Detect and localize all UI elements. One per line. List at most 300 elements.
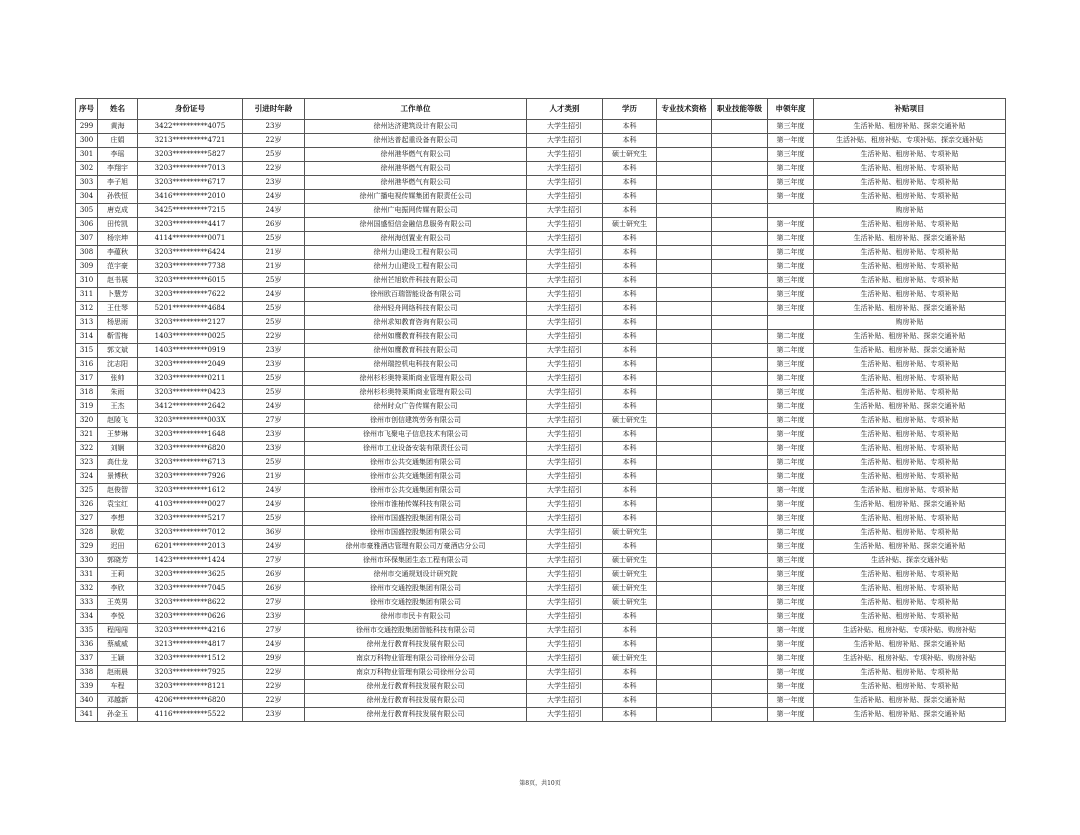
table-cell: 硕士研究生: [603, 596, 657, 610]
table-cell: 第二年度: [768, 596, 814, 610]
table-row: [76, 386, 1006, 400]
table-cell: 3203**********0626: [138, 610, 243, 624]
table-cell: 23岁: [243, 344, 305, 358]
table-cell: 生活补贴、租房补贴、探亲交通补贴: [814, 302, 1006, 316]
table-cell: 大学生招引: [527, 176, 603, 190]
table-cell: 生活补贴、租房补贴、专项补贴: [814, 526, 1006, 540]
table-cell: 本科: [603, 400, 657, 414]
table-cell: 3203**********3625: [138, 568, 243, 582]
table-cell: 本科: [603, 666, 657, 680]
table-row: [76, 246, 1006, 260]
table-cell: [712, 372, 768, 386]
table-row: [76, 148, 1006, 162]
table-cell: 生活补贴、租房补贴、专项补贴: [814, 470, 1006, 484]
table-cell: [657, 610, 712, 624]
table-cell: [712, 302, 768, 316]
table-cell: [657, 134, 712, 148]
table-cell: 3203**********0423: [138, 386, 243, 400]
table-cell: 4116**********5522: [138, 708, 243, 722]
table-cell: 徐州力山建设工程有限公司: [305, 260, 527, 274]
table-cell: 3425**********7215: [138, 204, 243, 218]
table-cell: 3412**********2642: [138, 400, 243, 414]
table-cell: 生活补贴、租房补贴、专项补贴: [814, 246, 1006, 260]
table-cell: [657, 232, 712, 246]
table-cell: 321: [76, 428, 98, 442]
table-cell: 生活补贴、租房补贴、专项补贴: [814, 358, 1006, 372]
table-cell: 23岁: [243, 428, 305, 442]
table-cell: 第一年度: [768, 218, 814, 232]
table-cell: 生活补贴、租房补贴、探亲交通补贴: [814, 694, 1006, 708]
table-cell: 大学生招引: [527, 652, 603, 666]
table-cell: 大学生招引: [527, 456, 603, 470]
table-cell: 23岁: [243, 358, 305, 372]
table-cell: 田传凯: [98, 218, 138, 232]
column-header: 序号: [76, 99, 98, 120]
table-cell: 王莉: [98, 568, 138, 582]
table-cell: 生活补贴、租房补贴、专项补贴: [814, 428, 1006, 442]
table-cell: [657, 554, 712, 568]
table-cell: 第一年度: [768, 624, 814, 638]
table-cell: 生活补贴、租房补贴、专项补贴: [814, 260, 1006, 274]
table-cell: 第三年度: [768, 568, 814, 582]
table-cell: [712, 386, 768, 400]
table-cell: [657, 638, 712, 652]
table-row: [76, 554, 1006, 568]
table-row: [76, 428, 1006, 442]
table-cell: 334: [76, 610, 98, 624]
table-row: [76, 610, 1006, 624]
table-cell: [712, 204, 768, 218]
column-header: 工作单位: [305, 99, 527, 120]
table-cell: 3203**********6717: [138, 176, 243, 190]
table-cell: 徐州市公共交通集团有限公司: [305, 456, 527, 470]
table-cell: 徐州港华燃气有限公司: [305, 176, 527, 190]
table-cell: 6201**********2013: [138, 540, 243, 554]
table-cell: 第二年度: [768, 372, 814, 386]
table-cell: 326: [76, 498, 98, 512]
table-cell: 第三年度: [768, 610, 814, 624]
table-cell: 袁宝红: [98, 498, 138, 512]
table-cell: 徐州杉杉奥特莱斯商业管理有限公司: [305, 372, 527, 386]
column-header: 人才类别: [527, 99, 603, 120]
table-cell: 徐州市公共交通集团有限公司: [305, 470, 527, 484]
table-cell: 27岁: [243, 414, 305, 428]
table-cell: [712, 148, 768, 162]
table-cell: 李蕴秋: [98, 246, 138, 260]
table-cell: [712, 120, 768, 134]
table-cell: 徐州市交通规划设计研究院: [305, 568, 527, 582]
table-cell: 本科: [603, 232, 657, 246]
table-cell: 王颖: [98, 652, 138, 666]
table-cell: 第二年度: [768, 456, 814, 470]
table-cell: 第三年度: [768, 512, 814, 526]
table-cell: 340: [76, 694, 98, 708]
table-cell: 第三年度: [768, 554, 814, 568]
table-cell: 耿乾: [98, 526, 138, 540]
table-cell: 李欣: [98, 582, 138, 596]
column-header: 姓名: [98, 99, 138, 120]
table-cell: 本科: [603, 512, 657, 526]
table-cell: 5201**********4684: [138, 302, 243, 316]
table-cell: 306: [76, 218, 98, 232]
table-cell: 生活补贴、租房补贴、探亲交通补贴: [814, 344, 1006, 358]
table-cell: [657, 652, 712, 666]
table-cell: 25岁: [243, 456, 305, 470]
table-cell: 大学生招引: [527, 260, 603, 274]
table-cell: 本科: [603, 624, 657, 638]
table-cell: 大学生招引: [527, 344, 603, 358]
table-cell: 大学生招引: [527, 134, 603, 148]
table-cell: 3203**********7926: [138, 470, 243, 484]
table-cell: 第一年度: [768, 666, 814, 680]
table-cell: 生活补贴、租房补贴、探亲交通补贴: [814, 498, 1006, 512]
table-cell: 23岁: [243, 708, 305, 722]
table-cell: [712, 288, 768, 302]
table-cell: 大学生招引: [527, 120, 603, 134]
table-cell: 孙铁恒: [98, 190, 138, 204]
table-cell: [712, 638, 768, 652]
table-cell: 王梦琳: [98, 428, 138, 442]
table-cell: 大学生招引: [527, 470, 603, 484]
table-cell: 3203**********6713: [138, 456, 243, 470]
table-cell: 刘娴: [98, 442, 138, 456]
table-cell: 生活补贴、租房补贴、专项补贴: [814, 162, 1006, 176]
table-cell: 324: [76, 470, 98, 484]
table-cell: 生活补贴、租房补贴、专项补贴: [814, 456, 1006, 470]
table-cell: [657, 708, 712, 722]
table-cell: 第一年度: [768, 190, 814, 204]
table-cell: 生活补贴、租房补贴、专项补贴: [814, 288, 1006, 302]
table-row: [76, 456, 1006, 470]
table-cell: 大学生招引: [527, 694, 603, 708]
table-cell: [657, 190, 712, 204]
table-cell: [712, 652, 768, 666]
table-cell: 22岁: [243, 680, 305, 694]
table-row: [76, 694, 1006, 708]
table-cell: 338: [76, 666, 98, 680]
table-cell: 大学生招引: [527, 246, 603, 260]
table-cell: 徐州市国盛控股集团有限公司: [305, 526, 527, 540]
table-cell: 本科: [603, 638, 657, 652]
table-cell: 3203**********5827: [138, 148, 243, 162]
table-cell: 徐州龙行教育科技发展有限公司: [305, 680, 527, 694]
table-cell: 305: [76, 204, 98, 218]
table-cell: [712, 610, 768, 624]
table-cell: [712, 680, 768, 694]
table-cell: 310: [76, 274, 98, 288]
table-cell: 本科: [603, 190, 657, 204]
table-row: [76, 512, 1006, 526]
table-cell: 第二年度: [768, 246, 814, 260]
table-cell: 第三年度: [768, 540, 814, 554]
table-cell: 徐州时众广告传媒有限公司: [305, 400, 527, 414]
table-cell: [712, 414, 768, 428]
table-cell: 徐州芒旭软件科技有限公司: [305, 274, 527, 288]
table-cell: 大学生招引: [527, 484, 603, 498]
table-row: [76, 708, 1006, 722]
table-cell: 3213**********4817: [138, 638, 243, 652]
table-cell: 徐州龙行教育科技发展有限公司: [305, 708, 527, 722]
table-cell: 大学生招引: [527, 610, 603, 624]
table-cell: 本科: [603, 274, 657, 288]
table-cell: 赵陵飞: [98, 414, 138, 428]
table-cell: 3203**********1648: [138, 428, 243, 442]
column-header: 职业技能等级: [712, 99, 768, 120]
table-cell: 本科: [603, 162, 657, 176]
table-row: [76, 344, 1006, 358]
table-cell: 高仕龙: [98, 456, 138, 470]
table-cell: 311: [76, 288, 98, 302]
column-header: 学历: [603, 99, 657, 120]
table-cell: [657, 330, 712, 344]
table-cell: 3203**********2049: [138, 358, 243, 372]
table-row: [76, 176, 1006, 190]
table-cell: 第一年度: [768, 442, 814, 456]
table-cell: 27岁: [243, 624, 305, 638]
table-cell: 本科: [603, 498, 657, 512]
table-cell: [712, 596, 768, 610]
table-cell: 第三年度: [768, 176, 814, 190]
table-cell: 徐州市公共交通集团有限公司: [305, 484, 527, 498]
table-cell: 南京万科物业管理有限公司徐州分公司: [305, 652, 527, 666]
table-header-row: [76, 99, 1006, 120]
table-cell: 生活补贴、租房补贴、专项补贴: [814, 680, 1006, 694]
table-cell: 徐州广电振网传媒有限公司: [305, 204, 527, 218]
table-cell: 本科: [603, 708, 657, 722]
column-header: 申领年度: [768, 99, 814, 120]
table-cell: 大学生招引: [527, 596, 603, 610]
table-cell: 336: [76, 638, 98, 652]
table-cell: 硕士研究生: [603, 652, 657, 666]
table-cell: 26岁: [243, 218, 305, 232]
table-cell: 24岁: [243, 498, 305, 512]
table-cell: 325: [76, 484, 98, 498]
table-row: [76, 624, 1006, 638]
table-cell: 徐州市飞聚电子信息技术有限公司: [305, 428, 527, 442]
table-cell: 硕士研究生: [603, 218, 657, 232]
table-cell: 3203**********1612: [138, 484, 243, 498]
table-cell: 26岁: [243, 582, 305, 596]
table-row: [76, 260, 1006, 274]
table-cell: 本科: [603, 540, 657, 554]
table-cell: 3203**********0211: [138, 372, 243, 386]
table-cell: [712, 554, 768, 568]
table-cell: 26岁: [243, 568, 305, 582]
table-cell: 3203**********1512: [138, 652, 243, 666]
table-cell: [712, 666, 768, 680]
table-cell: 307: [76, 232, 98, 246]
table-cell: [657, 148, 712, 162]
table-cell: [657, 218, 712, 232]
table-cell: 徐州市创信建筑劳务有限公司: [305, 414, 527, 428]
table-row: [76, 484, 1006, 498]
table-cell: 车程: [98, 680, 138, 694]
table-cell: 317: [76, 372, 98, 386]
table-cell: 第二年度: [768, 162, 814, 176]
table-cell: 4206**********6820: [138, 694, 243, 708]
table-cell: [657, 176, 712, 190]
table-cell: 徐州轻舟网络科技有限公司: [305, 302, 527, 316]
table-cell: 24岁: [243, 638, 305, 652]
table-cell: 大学生招引: [527, 582, 603, 596]
table-cell: 第三年度: [768, 120, 814, 134]
table-cell: 27岁: [243, 554, 305, 568]
table-cell: [712, 134, 768, 148]
table-cell: 第二年度: [768, 232, 814, 246]
table-row: [76, 442, 1006, 456]
table-cell: 大学生招引: [527, 162, 603, 176]
table-cell: 331: [76, 568, 98, 582]
table-cell: 大学生招引: [527, 498, 603, 512]
table-cell: 生活补贴、租房补贴、探亲交通补贴: [814, 232, 1006, 246]
table-cell: [657, 596, 712, 610]
table-cell: [657, 344, 712, 358]
table-cell: 3203**********6424: [138, 246, 243, 260]
table-cell: 大学生招引: [527, 358, 603, 372]
table-cell: 大学生招引: [527, 386, 603, 400]
table-cell: 大学生招引: [527, 540, 603, 554]
table-cell: 徐州市淮柚传媒科技有限公司: [305, 498, 527, 512]
table-cell: 大学生招引: [527, 372, 603, 386]
table-cell: 徐州龙行教育科技发展有限公司: [305, 638, 527, 652]
table-cell: 杨宗坤: [98, 232, 138, 246]
table-cell: [712, 190, 768, 204]
table-cell: [657, 512, 712, 526]
table-cell: [712, 316, 768, 330]
table-cell: [712, 456, 768, 470]
table-cell: 21岁: [243, 260, 305, 274]
table-cell: 大学生招引: [527, 218, 603, 232]
table-cell: [712, 232, 768, 246]
table-cell: 本科: [603, 386, 657, 400]
table-cell: 购房补贴: [814, 204, 1006, 218]
table-cell: 徐州广播电视传媒集团有限责任公司: [305, 190, 527, 204]
table-cell: 徐州港华燃气有限公司: [305, 162, 527, 176]
table-cell: 本科: [603, 344, 657, 358]
table-cell: 靳雪梅: [98, 330, 138, 344]
table-cell: 318: [76, 386, 98, 400]
table-cell: 3203**********4417: [138, 218, 243, 232]
table-cell: [712, 400, 768, 414]
table-cell: 大学生招引: [527, 680, 603, 694]
table-cell: 大学生招引: [527, 288, 603, 302]
table-cell: [712, 260, 768, 274]
table-cell: 22岁: [243, 134, 305, 148]
table-cell: 生活补贴、租房补贴、专项补贴、购房补贴: [814, 652, 1006, 666]
table-cell: 本科: [603, 260, 657, 274]
table-cell: [657, 624, 712, 638]
table-cell: 25岁: [243, 232, 305, 246]
table-cell: 生活补贴、租房补贴、专项补贴: [814, 442, 1006, 456]
table-cell: 徐州市市民卡有限公司: [305, 610, 527, 624]
table-row: [76, 316, 1006, 330]
table-cell: 硕士研究生: [603, 568, 657, 582]
table-cell: 本科: [603, 246, 657, 260]
table-cell: [657, 414, 712, 428]
table-cell: 312: [76, 302, 98, 316]
table-cell: 第一年度: [768, 498, 814, 512]
table-cell: 大学生招引: [527, 666, 603, 680]
table-cell: 本科: [603, 134, 657, 148]
table-cell: 本科: [603, 470, 657, 484]
table-cell: 第二年度: [768, 470, 814, 484]
column-header: 引进时年龄: [243, 99, 305, 120]
table-cell: 第三年度: [768, 386, 814, 400]
table-cell: 第三年度: [768, 288, 814, 302]
table-cell: [712, 358, 768, 372]
table-cell: 生活补贴、租房补贴、专项补贴: [814, 610, 1006, 624]
table-row: [76, 302, 1006, 316]
table-row: [76, 190, 1006, 204]
table-cell: 南京万科物业管理有限公司徐州分公司: [305, 666, 527, 680]
table-cell: 大学生招引: [527, 414, 603, 428]
table-cell: [712, 526, 768, 540]
table-cell: 生活补贴、租房补贴、专项补贴: [814, 596, 1006, 610]
table-cell: [712, 568, 768, 582]
table-cell: 322: [76, 442, 98, 456]
table-cell: [657, 274, 712, 288]
table-cell: 本科: [603, 330, 657, 344]
table-cell: 生活补贴、租房补贴、探亲交通补贴: [814, 638, 1006, 652]
table-cell: 大学生招引: [527, 330, 603, 344]
table-cell: 卜慧芳: [98, 288, 138, 302]
table-cell: 3203**********8121: [138, 680, 243, 694]
table-cell: 生活补贴、租房补贴、专项补贴: [814, 148, 1006, 162]
table-cell: 323: [76, 456, 98, 470]
table-cell: 徐州达济建筑设计有限公司: [305, 120, 527, 134]
table-cell: 生活补贴、租房补贴、专项补贴: [814, 666, 1006, 680]
table-cell: [712, 246, 768, 260]
table-cell: 生活补贴、租房补贴、探亲交通补贴: [814, 708, 1006, 722]
table-cell: 第二年度: [768, 652, 814, 666]
table-row: [76, 596, 1006, 610]
table-cell: 本科: [603, 302, 657, 316]
table-cell: 4114**********0071: [138, 232, 243, 246]
table-cell: 1403**********0919: [138, 344, 243, 358]
table-cell: 徐州瑞控机电科技有限公司: [305, 358, 527, 372]
table-cell: 徐州市国盛控股集团有限公司: [305, 512, 527, 526]
table-cell: 本科: [603, 176, 657, 190]
table-cell: 本科: [603, 484, 657, 498]
table-cell: [657, 666, 712, 680]
table-cell: 徐州港华燃气有限公司: [305, 148, 527, 162]
table-cell: 25岁: [243, 316, 305, 330]
table-cell: 大学生招引: [527, 638, 603, 652]
table-cell: 3203**********7013: [138, 162, 243, 176]
table-cell: 本科: [603, 120, 657, 134]
table-cell: 3203**********7012: [138, 526, 243, 540]
table-cell: [712, 274, 768, 288]
table-cell: 李翔宇: [98, 162, 138, 176]
table-cell: 大学生招引: [527, 554, 603, 568]
table-cell: 徐州力山建设工程有限公司: [305, 246, 527, 260]
table-cell: 本科: [603, 442, 657, 456]
table-row: [76, 540, 1006, 554]
table-cell: [657, 120, 712, 134]
table-cell: 3203**********6820: [138, 442, 243, 456]
table-cell: 大学生招引: [527, 428, 603, 442]
table-cell: 第一年度: [768, 708, 814, 722]
table-cell: 23岁: [243, 176, 305, 190]
table-cell: [712, 162, 768, 176]
table-cell: [712, 218, 768, 232]
table-cell: 21岁: [243, 470, 305, 484]
table-row: [76, 358, 1006, 372]
table-cell: [712, 428, 768, 442]
table-cell: 302: [76, 162, 98, 176]
table-cell: 景博秋: [98, 470, 138, 484]
table-cell: 303: [76, 176, 98, 190]
